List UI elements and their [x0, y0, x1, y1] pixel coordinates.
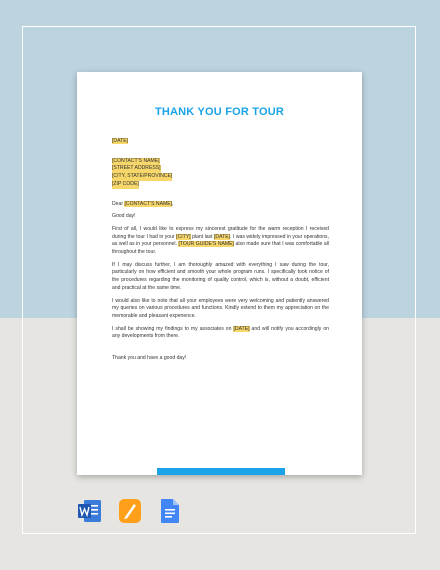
accent-bar: [157, 468, 285, 475]
p4-date-placeholder: [DATE]: [233, 325, 250, 332]
letter-body: [112, 138, 329, 368]
date-line: [112, 138, 329, 146]
tour-guide-placeholder: [TOUR GUIDE'S NAME]: [178, 241, 234, 248]
paragraph-2: If I may discuss further, I am thoroughly amazed with everything I saw during the tour, particularly on how efficient and smooth your whole program runs. I specifically took notice of the procedures regarding the monitoring of quality control, which is, without a doubt, efficient and practical at the same time.: [112, 261, 329, 291]
salutation-name-placeholder: [CONTACT'S NAME]: [124, 200, 173, 207]
paragraph-1: [112, 226, 329, 257]
salutation: [112, 201, 329, 209]
salutation-suffix: ,: [172, 200, 174, 207]
paragraph-4: [112, 326, 329, 341]
city-placeholder: [CITY]: [176, 233, 191, 240]
contact-name-placeholder: [CONTACT'S NAME]: [112, 157, 160, 164]
greeting: Good day!: [112, 213, 136, 220]
document-title: THANK YOU FOR TOUR: [154, 106, 285, 118]
pages-icon[interactable]: [118, 498, 142, 524]
document-page: [77, 72, 362, 475]
closing: Thank you and have a good day!: [112, 355, 187, 362]
p1-text-a: First of all, I would like to express my sincerest gratitude for the warm reception I received during the tour I had in your: [112, 225, 329, 240]
salutation-prefix: Dear: [112, 200, 125, 207]
p1-date-placeholder: [DATE]: [214, 233, 231, 240]
p1-text-b: plant last: [190, 233, 214, 240]
p4-text-b: and will notify you accordingly on any developments from there.: [112, 325, 329, 340]
zip-placeholder: [ZIP CODE]: [112, 180, 139, 187]
city-state-placeholder: [CITY, STATE/PROVINCE]: [112, 173, 173, 180]
google-docs-icon[interactable]: [158, 498, 182, 524]
street-placeholder: [STREET ADDRESS]: [112, 165, 161, 172]
p4-text-a: I shall be showing my findings to my associates on: [112, 325, 234, 332]
p1-text-d: also made sure that I was comfortable all throughout the tour.: [112, 241, 330, 256]
paragraph-3: I would also like to note that all your employees were very welcoming and patiently answered my queries on various procedures and functions. Kindly extend to them my appreciation on the memorable and pleasant experience.: [112, 297, 329, 319]
p1-text-c: . I was widely impressed in your operations, as well as in your personnel.: [112, 233, 330, 248]
word-icon[interactable]: [78, 498, 102, 524]
format-icons: [78, 498, 182, 524]
address-block: [112, 158, 329, 189]
date-placeholder: [DATE]: [112, 138, 129, 144]
